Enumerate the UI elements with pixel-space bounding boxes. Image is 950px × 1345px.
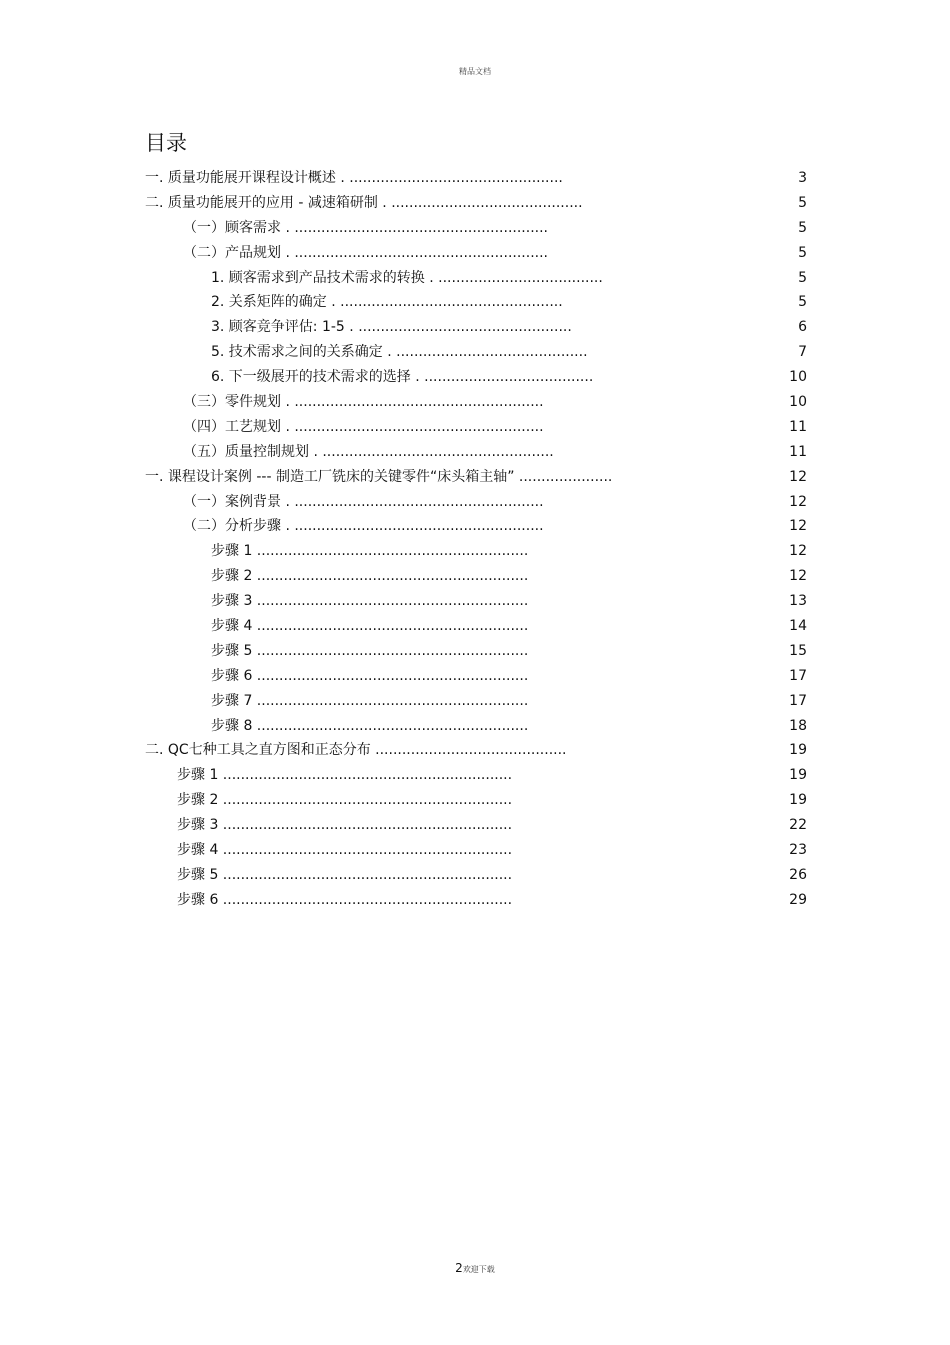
toc-entry[interactable] bbox=[0, 589, 950, 614]
toc-entry-page: 14 bbox=[789, 618, 807, 635]
toc-entry[interactable] bbox=[0, 340, 950, 365]
toc-entry-text: （一）案例背景 . ........................................................ bbox=[183, 493, 544, 510]
toc-entry-text: 6. 下一级展开的技术需求的选择 . ...................................... bbox=[211, 369, 594, 386]
toc-entry-page: 12 bbox=[789, 468, 807, 485]
toc-entry[interactable] bbox=[0, 365, 950, 390]
toc-entry-text: 步骤 2 ................................................................. bbox=[177, 792, 513, 809]
footer-text: 欢迎下载 bbox=[462, 1265, 495, 1274]
toc-entry-text: 3. 顾客竞争评估: 1-5 . ................................................ bbox=[211, 319, 572, 336]
toc-entry[interactable] bbox=[0, 415, 950, 440]
toc-entry[interactable] bbox=[0, 490, 950, 515]
toc-entry-page: 5 bbox=[798, 219, 807, 236]
toc-entry-text: 步骤 3 ............................................................. bbox=[211, 593, 529, 610]
toc-entry-text: 步骤 2 ............................................................. bbox=[211, 568, 529, 585]
toc-entry-text: 1. 顾客需求到产品技术需求的转换 . ..................................... bbox=[211, 269, 603, 286]
toc-entry-page: 15 bbox=[789, 642, 807, 659]
toc-entry[interactable] bbox=[0, 290, 950, 315]
toc-entry[interactable] bbox=[0, 863, 950, 888]
toc-entry-text: 5. 技术需求之间的关系确定 . ........................................... bbox=[211, 344, 588, 361]
toc-entry-text: 步骤 5 ................................................................. bbox=[177, 866, 513, 883]
toc-entry-text: 步骤 7 ............................................................. bbox=[211, 692, 529, 709]
toc-entry-page: 18 bbox=[789, 717, 807, 734]
toc-entry[interactable] bbox=[0, 614, 950, 639]
toc-entry-page: 12 bbox=[789, 568, 807, 585]
toc-entry[interactable] bbox=[0, 888, 950, 913]
toc-entry-page: 13 bbox=[789, 593, 807, 610]
toc-entry[interactable] bbox=[0, 763, 950, 788]
toc-entry[interactable] bbox=[0, 266, 950, 291]
toc-entry-text: 步骤 4 ................................................................. bbox=[177, 842, 513, 859]
toc-entry-page: 5 bbox=[798, 294, 807, 311]
toc-entry[interactable] bbox=[0, 639, 950, 664]
page-header: 精品文档 bbox=[459, 67, 491, 76]
toc-entry-page: 12 bbox=[789, 493, 807, 510]
toc-entry[interactable] bbox=[0, 390, 950, 415]
toc-entry[interactable] bbox=[0, 440, 950, 465]
toc-entry-page: 23 bbox=[789, 842, 807, 859]
toc-entry[interactable] bbox=[0, 315, 950, 340]
toc-entry-page: 10 bbox=[789, 369, 807, 386]
toc-title: 目录 bbox=[145, 131, 187, 155]
toc-entry-text: 二. QC七种工具之直方图和正态分布 ........................................... bbox=[145, 742, 567, 759]
toc-entry-text: 步骤 6 ................................................................. bbox=[177, 891, 513, 908]
toc-entry-text: （一）顾客需求 . ......................................................... bbox=[183, 219, 549, 236]
toc-entry-page: 5 bbox=[798, 269, 807, 286]
toc-entry-page: 6 bbox=[798, 319, 807, 336]
toc-entry[interactable] bbox=[0, 514, 950, 539]
page-number: 2 bbox=[455, 1261, 463, 1275]
toc-entry-page: 19 bbox=[789, 792, 807, 809]
toc-entry-page: 11 bbox=[789, 418, 807, 435]
toc-entry-text: 一. 质量功能展开课程设计概述 . ................................................ bbox=[145, 170, 563, 186]
toc-entry-page: 22 bbox=[789, 817, 807, 834]
toc-entry[interactable] bbox=[0, 664, 950, 689]
toc-entry-page: 7 bbox=[798, 344, 807, 361]
toc-entry[interactable] bbox=[0, 216, 950, 241]
toc-entry-page: 19 bbox=[789, 742, 807, 759]
toc-entry-text: （二）分析步骤 . ........................................................ bbox=[183, 518, 544, 535]
page-footer bbox=[0, 1261, 950, 1275]
toc-entry-page: 10 bbox=[789, 394, 807, 411]
toc-entry[interactable] bbox=[0, 838, 950, 863]
toc-entry-text: （三）零件规划 . ........................................................ bbox=[183, 394, 544, 411]
toc-entry[interactable] bbox=[0, 166, 950, 191]
toc-entry-text: 一. 课程设计案例 --- 制造工厂铣床的关键零件“床头箱主轴” ..................... bbox=[145, 468, 613, 485]
toc-entry-page: 12 bbox=[789, 518, 807, 535]
toc-entry-text: （二）产品规划 . ......................................................... bbox=[183, 244, 549, 261]
toc-entry-page: 29 bbox=[789, 891, 807, 908]
toc-entry-text: 步骤 1 ................................................................. bbox=[177, 767, 513, 784]
toc-entry-text: 2. 关系矩阵的确定 . .................................................. bbox=[211, 294, 563, 311]
toc-entry[interactable] bbox=[0, 191, 950, 216]
toc-entry-text: 步骤 8 ............................................................. bbox=[211, 717, 529, 734]
toc-entry-page: 17 bbox=[789, 667, 807, 684]
toc-entry-text: 步骤 6 ............................................................. bbox=[211, 667, 529, 684]
toc-entry[interactable] bbox=[0, 241, 950, 266]
toc-entry-page: 17 bbox=[789, 692, 807, 709]
toc-entry-text: 步骤 1 ............................................................. bbox=[211, 543, 529, 560]
toc-entry[interactable] bbox=[0, 465, 950, 490]
toc-entry-page: 3 bbox=[798, 170, 807, 186]
toc-entry[interactable] bbox=[0, 689, 950, 714]
toc-entry[interactable] bbox=[0, 714, 950, 739]
table-of-contents bbox=[0, 166, 950, 913]
toc-entry-page: 5 bbox=[798, 194, 807, 211]
toc-entry[interactable] bbox=[0, 813, 950, 838]
toc-entry-text: （四）工艺规划 . ........................................................ bbox=[183, 418, 544, 435]
toc-entry-text: （五）质量控制规划 . .................................................... bbox=[183, 443, 554, 460]
toc-entry-page: 11 bbox=[789, 443, 807, 460]
toc-entry-text: 步骤 3 ................................................................. bbox=[177, 817, 513, 834]
toc-entry[interactable] bbox=[0, 738, 950, 763]
toc-entry-page: 19 bbox=[789, 767, 807, 784]
toc-entry-text: 二. 质量功能展开的应用 - 减速箱研制 . ........................................... bbox=[145, 194, 583, 211]
toc-entry[interactable] bbox=[0, 788, 950, 813]
toc-entry-page: 5 bbox=[798, 244, 807, 261]
toc-entry[interactable] bbox=[0, 539, 950, 564]
toc-entry-text: 步骤 5 ............................................................. bbox=[211, 642, 529, 659]
toc-entry-page: 12 bbox=[789, 543, 807, 560]
toc-entry-text: 步骤 4 ............................................................. bbox=[211, 618, 529, 635]
toc-entry-page: 26 bbox=[789, 866, 807, 883]
toc-entry[interactable] bbox=[0, 564, 950, 589]
